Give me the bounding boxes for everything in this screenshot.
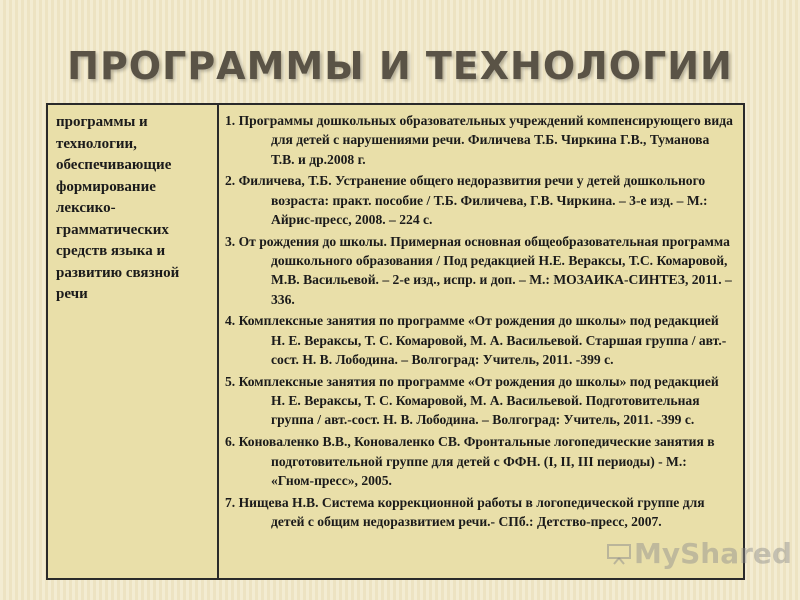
watermark-logo <box>606 537 792 570</box>
list-item: 5. Комплексные занятия по программе «От рождения до школы» под редакцией Н. Е. Вераксы, Т. С. Комаровой, М. А. Васильевой. Подготовительная группа / авт.-сост. Н. В. Лободина. – Волгоград: Учитель, 2011. -399 с. <box>225 373 719 428</box>
content-table <box>46 103 745 580</box>
presentation-icon <box>606 543 632 565</box>
table-left-cell: программы и технологии, обеспечивающие формирование лексико-грамматических средств языка и развитию связной речи <box>48 105 219 578</box>
slide-title: ПРОГРАММЫ И ТЕХНОЛОГИИ <box>67 44 733 88</box>
list-item: 3. От рождения до школы. Примерная основная общеобразовательная программа дошкольного образования / Под редакцией Н.Е. Вераксы, Т.С. Комаровой, М.В. Васильевой. – 2-е изд., испр. и доп. – М.: МОЗАИКА-СИНТЕЗ, 2011. – 336. <box>225 233 732 307</box>
table-right-cell <box>219 105 743 578</box>
watermark-text: MyShared <box>634 537 792 570</box>
list-item: 7. Нищева Н.В. Система коррекционной работы в логопедической группе для детей с общим недоразвитием речи.- СПб.: Детство-пресс, 2007. <box>225 494 705 529</box>
list-item: 1. Программы дошкольных образовательных учреждений компенсирующего вида для детей с нарушениями речи. Филичева Т.Б. Чиркина Г.В., Туманова Т.В. и др.2008 г. <box>225 113 733 167</box>
list-item: 2. Филичева, Т.Б. Устранение общего недоразвития речи у детей дошкольного возраста: практ. пособие / Т.Б. Филичева, Г.В. Чиркина. – 3-е изд. – М.: Айрис-пресс, 2008. – 224 с. <box>225 173 708 227</box>
list-item: 6. Коноваленко В.В., Коноваленко СВ. Фронтальные логопедические занятия в подготовительной группе для детей с ФФН. (I, II, III периоды) - М.: «Гном-пресс», 2005. <box>225 434 715 488</box>
list-item: 4. Комплексные занятия по программе «От рождения до школы» под редакцией Н. Е. Вераксы, Т. С. Комаровой, М. А. Васильевой. Старшая группа / авт.-сост. Н. В. Лободина. – Волгоград: Учитель, 2011. -399 с. <box>225 313 727 368</box>
